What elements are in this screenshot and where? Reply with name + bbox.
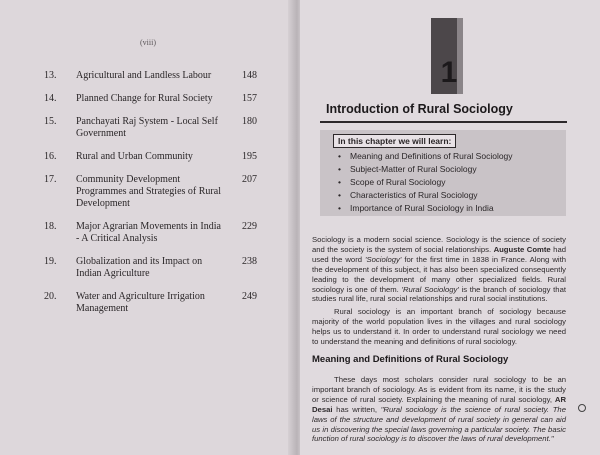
section-heading: Meaning and Definitions of Rural Sociology	[312, 354, 509, 365]
toc-entry-page: 229	[242, 221, 257, 232]
toc-entry-title: Rural and Urban Community	[76, 151, 193, 162]
learning-objectives-heading: In this chapter we will learn:	[333, 134, 456, 148]
toc-entry-number: 20.	[44, 291, 57, 302]
toc-entry-page: 238	[242, 256, 257, 267]
toc-entry-number: 14.	[44, 93, 57, 104]
intro-text: for the first time in 1838 in France. Along with the development of this subject, it has also been specialized consequently leading to the development of many other specialized fields. Rural sociology is one of them.	[312, 254, 566, 294]
chapter-number: 1	[440, 56, 458, 89]
toc-entry-title: Water and Agriculture Irrigation Management	[76, 291, 205, 314]
toc-entry	[44, 70, 269, 82]
toc-entry-title: Planned Change for Rural Society	[76, 93, 213, 104]
learning-objective-item: • Importance of Rural Sociology in India	[336, 202, 513, 215]
toc-entry-page: 157	[242, 93, 257, 104]
toc-entry-number: 13.	[44, 70, 57, 81]
learning-objective-item: • Characteristics of Rural Sociology	[336, 189, 513, 202]
toc-entry-number: 17.	[44, 174, 57, 185]
toc-entry-title: Globalization and its Impact on Indian Agriculture	[76, 256, 203, 279]
toc-entry	[44, 151, 269, 163]
definition-text: has written,	[332, 404, 381, 414]
chapter-title: Introduction of Rural Sociology	[326, 102, 513, 116]
author-name: Auguste Comte	[493, 244, 551, 254]
definitions-paragraph	[312, 375, 566, 444]
intro-text: is the branch of sociology that studies rural life, rural social relationships and rural social institutions.	[312, 284, 566, 304]
intro-text: had used the word	[312, 244, 566, 264]
toc-entry-number: 16.	[44, 151, 57, 162]
toc-entry	[44, 221, 269, 245]
intro-paragraph	[312, 235, 566, 304]
toc-entry-title: Community Development Programmes and Strategies of Rural Development	[76, 174, 221, 209]
left-page	[0, 0, 296, 455]
definition-quote: "Rural sociology is the science of rural society. The laws of the structure and development of rural society in general can aid us in discovering the special laws governing a particular society. The basic function of rural sociology is to discover the laws of rural development."	[312, 404, 566, 444]
toc-entry-number: 18.	[44, 221, 57, 232]
learning-objective-item: • Scope of Rural Sociology	[336, 176, 513, 189]
ring-mark	[578, 404, 586, 412]
toc-entry-page: 249	[242, 291, 257, 302]
toc-entry	[44, 116, 269, 140]
toc-entry-page: 207	[242, 174, 257, 185]
toc-entry-title: Agricultural and Landless Labour	[76, 70, 212, 81]
toc-entry	[44, 174, 269, 210]
toc-entry-title: Panchayati Raj System - Local Self Government	[76, 116, 218, 139]
term-sociology: 'Sociology'	[365, 254, 402, 264]
toc-entry	[44, 256, 269, 280]
intro-text: Sociology is a modern social science. Sociology is the science of society and the society is the system of social relationships.	[312, 235, 566, 254]
toc-entry	[44, 93, 269, 105]
learning-objective-item: • Meaning and Definitions of Rural Sociology	[336, 150, 513, 163]
page-number: (viii)	[140, 38, 156, 47]
definition-text: These days most scholars consider rural sociology to be an important branch of sociology. As is evident from its name, it is the study or science of rural society. Explaining the meaning of rural sociology,	[312, 375, 566, 404]
second-paragraph: Rural sociology is an important branch of sociology because majority of the world population lives in the villages and rural sociology helps us to understand it. In order to understand rural sociology we need to understand the meaning and definitions of rural sociology.	[312, 307, 566, 346]
toc-entry-number: 19.	[44, 256, 57, 267]
toc-entry-page: 148	[242, 70, 257, 81]
toc-entry	[44, 291, 269, 315]
toc-entry-page: 180	[242, 116, 257, 127]
learning-objective-item: • Subject-Matter of Rural Sociology	[336, 163, 513, 176]
learning-objectives-list	[336, 150, 513, 215]
author-name: AR Desai	[312, 394, 566, 414]
toc-entry-page: 195	[242, 151, 257, 162]
chapter-title-rule	[320, 121, 567, 123]
term-rural-sociology: 'Rural Sociology'	[401, 284, 459, 294]
toc-entry-number: 15.	[44, 116, 57, 127]
toc-entry-title: Major Agrarian Movements in India - A Critical Analysis	[76, 221, 221, 244]
